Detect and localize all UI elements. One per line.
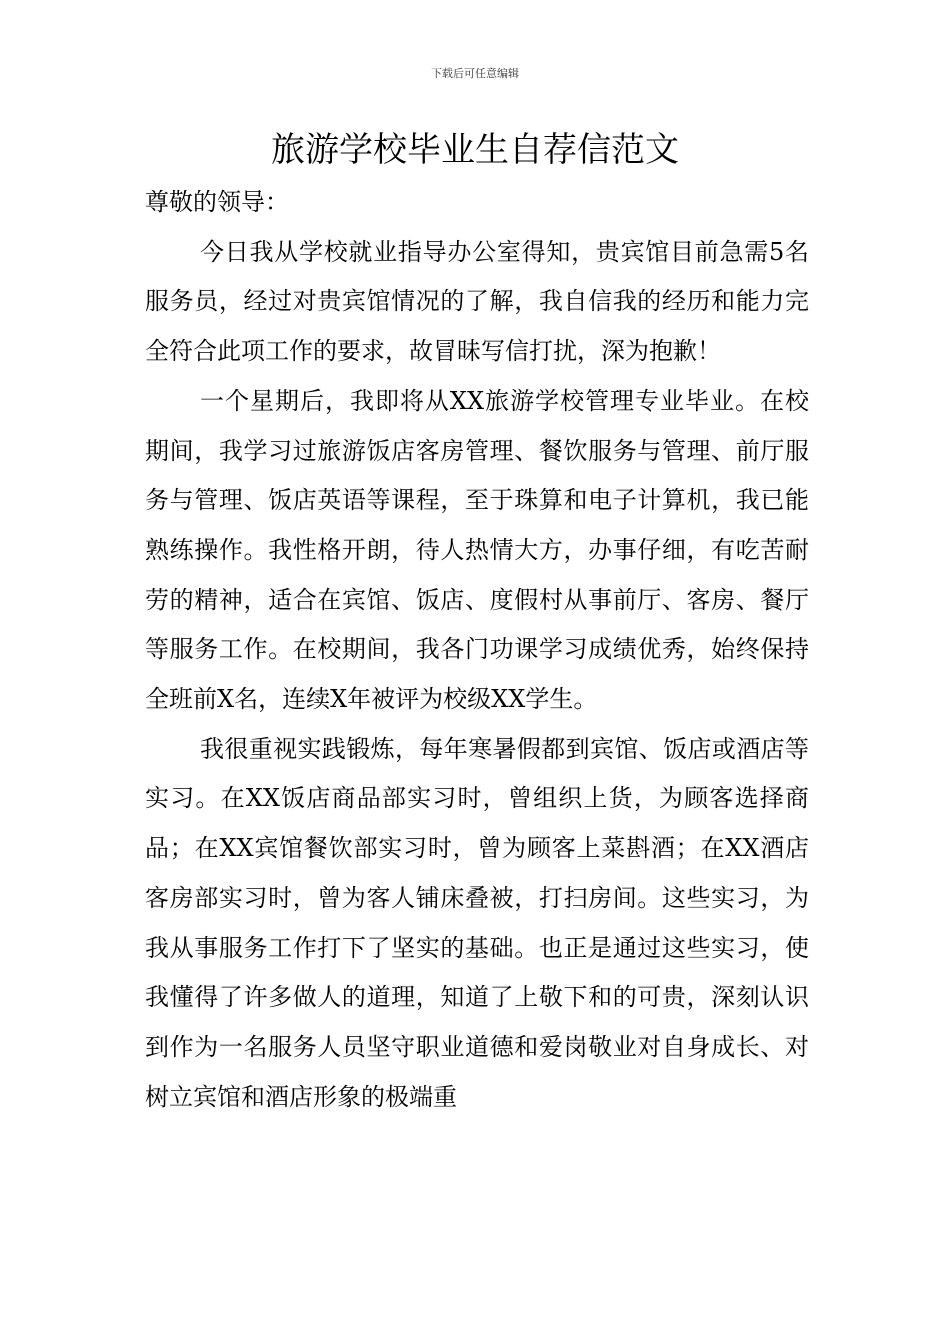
document-title: 旅游学校毕业生自荐信范文: [271, 130, 679, 170]
page-header-note: 下载后可任意编辑: [431, 67, 519, 80]
letter-body: [145, 178, 809, 1122]
salutation: 尊敬的领导：: [145, 188, 289, 216]
paragraph-internship: 我很重视实践锻炼，每年寒暑假都到宾馆、饭店或酒店等实习。在XX饭店商品部实习时，曾组织上货，为顾客选择商品；在XX宾馆餐饮部实习时，曾为顾客上菜斟酒；在XX酒店客房部实习时，曾为客人铺床叠被，打扫房间。这些实习，为我从事服务工作打下了坚实的基础。也正是通过这些实习，使我懂得了许多做人的道理，知道了上敬下和的可贵，深刻认识到作为一名服务人员坚守职业道德和爱岗敬业对自身成长、对树立宾馆和酒店形象的极端重: [145, 734, 809, 1111]
paragraph-intro: 今日我从学校就业指导办公室得知，贵宾馆目前急需5名服务员，经过对贵宾馆情况的了解，我自信我的经历和能力完全符合此项工作的要求，故冒昧写信打扰，深为抱歉！: [145, 237, 809, 366]
paragraph-education: 一个星期后，我即将从XX旅游学校管理专业毕业。在校期间，我学习过旅游饭店客房管理、餐饮服务与管理、前厅服务与管理、饭店英语等课程，至于珠算和电子计算机，我已能熟练操作。我性格开朗，待人热情大方，办事仔细，有吃苦耐劳的精神，适合在宾馆、饭店、度假村从事前厅、客房、餐厅等服务工作。在校期间，我各门功课学习成绩优秀，始终保持全班前X名，连续X年被评为校级XX学生。: [145, 386, 809, 714]
